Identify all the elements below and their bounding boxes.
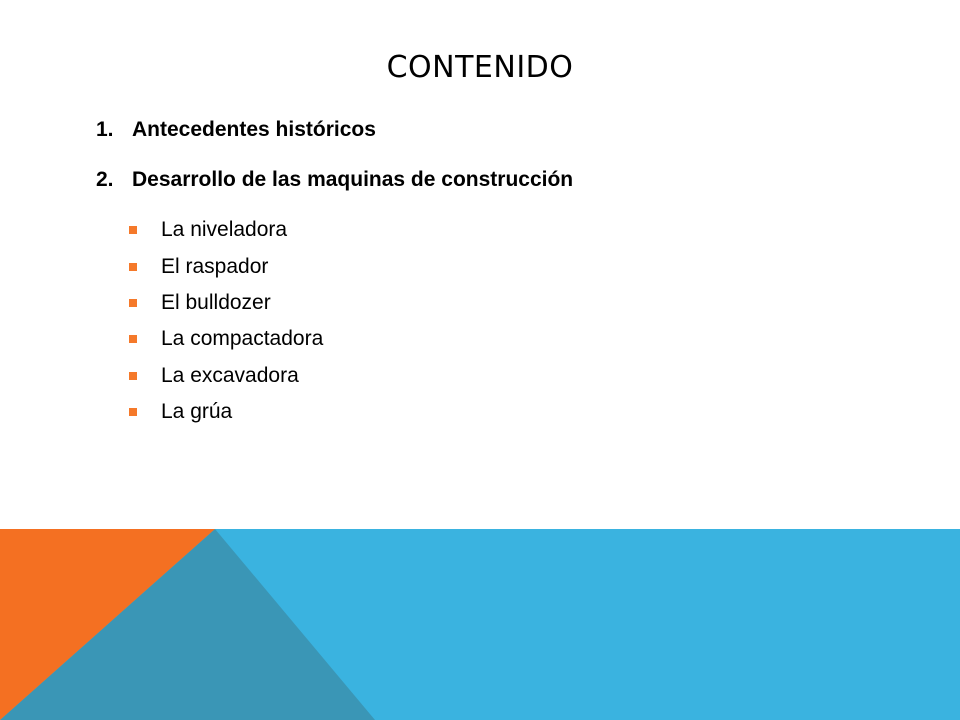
sub-item <box>96 248 896 284</box>
sub-item-text: La compactadora <box>161 327 324 351</box>
numbered-item <box>96 168 896 218</box>
square-bullet-icon <box>129 372 137 380</box>
slide-title: CONTENIDO <box>386 50 574 85</box>
square-bullet-icon <box>129 408 137 416</box>
sub-item-text: La niveladora <box>161 218 288 242</box>
slide-content <box>96 118 896 430</box>
square-bullet-icon <box>129 335 137 343</box>
sub-item <box>96 358 896 394</box>
sub-item-text: El raspador <box>161 254 269 278</box>
sub-item <box>96 212 896 248</box>
square-bullet-icon <box>129 299 137 307</box>
item-text: Antecedentes históricos <box>132 118 376 141</box>
sub-item-list <box>96 212 896 430</box>
square-bullet-icon <box>129 226 137 234</box>
item-text: Desarrollo de las maquinas de construcción <box>132 168 574 191</box>
sub-item <box>96 285 896 321</box>
item-number: 2. <box>96 168 114 191</box>
item-number: 1. <box>96 118 114 141</box>
numbered-item <box>96 118 896 168</box>
decorative-footer-band <box>0 529 960 720</box>
sub-item-text: La grúa <box>161 400 233 424</box>
sub-item <box>96 321 896 357</box>
square-bullet-icon <box>129 263 137 271</box>
sub-item-text: El bulldozer <box>161 290 271 314</box>
sub-item-text: La excavadora <box>161 363 299 387</box>
sub-item <box>96 394 896 430</box>
